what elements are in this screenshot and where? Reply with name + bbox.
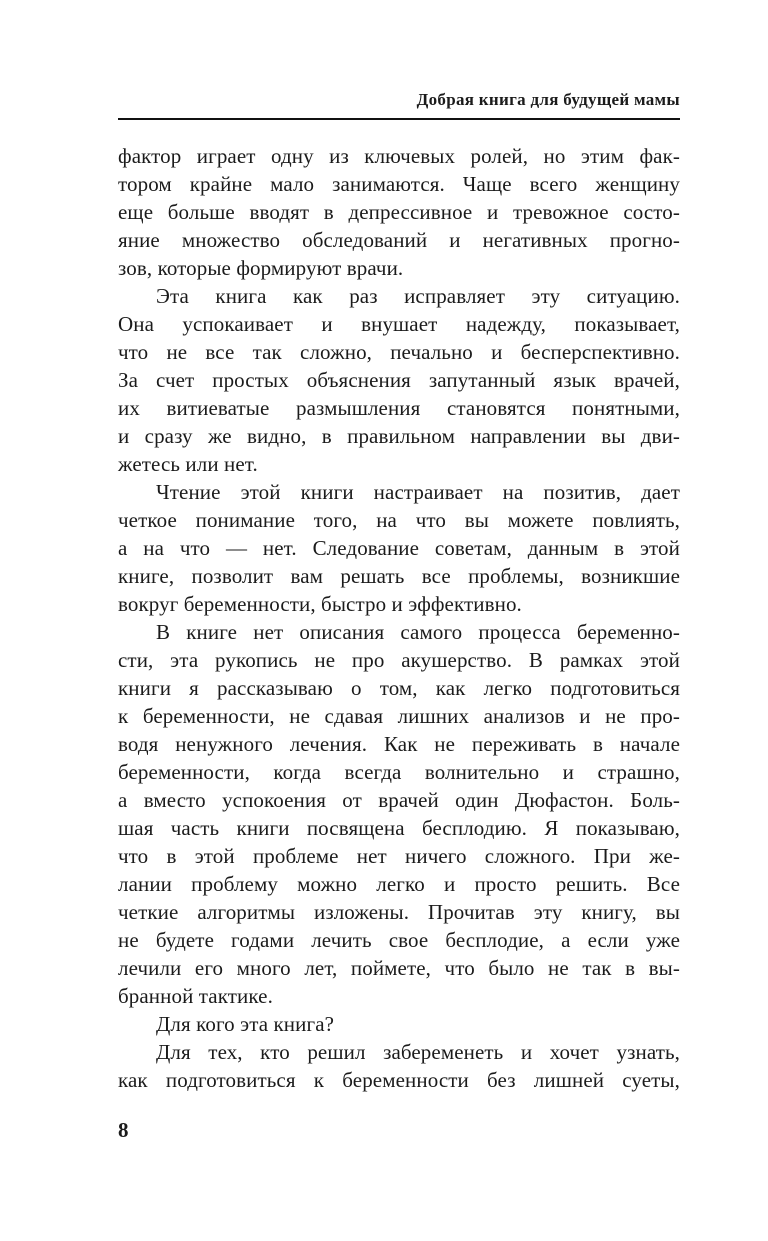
text-line: и сразу же видно, в правильном направлении вы дви- [118, 424, 680, 448]
text-line: вокруг беременности, быстро и эффективно. [118, 592, 522, 616]
text-line: а на что — нет. Следование советам, данным в этой [118, 536, 680, 560]
text-line: шая часть книги посвящена бесплодию. Я показываю, [118, 816, 680, 840]
text-line: Для тех, кто решил забеременеть и хочет узнать, [156, 1040, 680, 1064]
text-line: Она успокаивает и внушает надежду, показывает, [118, 312, 680, 336]
text-line: яние множество обследований и негативных прогно- [118, 228, 680, 252]
text-line: зов, которые формируют врачи. [118, 256, 404, 280]
text-line: жетесь или нет. [118, 452, 258, 476]
text-line: не будете годами лечить свое бесплодие, а если уже [118, 928, 680, 952]
text-line: книги я рассказываю о том, как легко подготовиться [118, 676, 680, 700]
page-body [118, 142, 680, 1094]
text-line: еще больше вводят в депрессивное и тревожное состо- [118, 200, 680, 224]
running-header-title: Добрая книга для будущей мамы [416, 90, 680, 109]
text-line: Для кого эта книга? [156, 1012, 335, 1036]
text-line: что не все так сложно, печально и бесперспективно. [118, 340, 680, 364]
text-line: их витиеватые размышления становятся понятными, [118, 396, 680, 420]
text-line: к беременности, не сдавая лишних анализов и не про- [118, 704, 680, 728]
text-line: книге, позволит вам решать все проблемы, возникшие [118, 564, 680, 588]
running-header [118, 90, 680, 120]
text-line: Чтение этой книги настраивает на позитив, дает [156, 480, 680, 504]
page-number: 8 [118, 1118, 129, 1142]
text-line: За счет простых объяснения запутанный язык врачей, [118, 368, 680, 392]
text-line: В книге нет описания самого процесса беременно- [156, 620, 680, 644]
text-line: четкие алгоритмы изложены. Прочитав эту книгу, вы [118, 900, 680, 924]
page-footer [118, 1118, 680, 1143]
text-line: Эта книга как раз исправляет эту ситуацию. [156, 284, 680, 308]
text-line: четкое понимание того, на что вы можете повлиять, [118, 508, 680, 532]
text-line: беременности, когда всегда волнительно и страшно, [118, 760, 680, 784]
text-line: сти, эта рукопись не про акушерство. В рамках этой [118, 648, 680, 672]
text-line: лечили его много лет, поймете, что было не так в вы- [118, 956, 680, 980]
text-line: бранной тактике. [118, 984, 273, 1008]
text-line: тором крайне мало занимаются. Чаще всего женщину [118, 172, 680, 196]
text-line: а вместо успокоения от врачей один Дюфастон. Боль- [118, 788, 680, 812]
text-line: как подготовиться к беременности без лишней суеты, [118, 1068, 680, 1092]
text-line: фактор играет одну из ключевых ролей, но этим фак- [118, 144, 680, 168]
text-line: что в этой проблеме нет ничего сложного. При же- [118, 844, 680, 868]
text-line: лании проблему можно легко и просто решить. Все [118, 872, 680, 896]
text-line: водя ненужного лечения. Как не переживать в начале [118, 732, 680, 756]
